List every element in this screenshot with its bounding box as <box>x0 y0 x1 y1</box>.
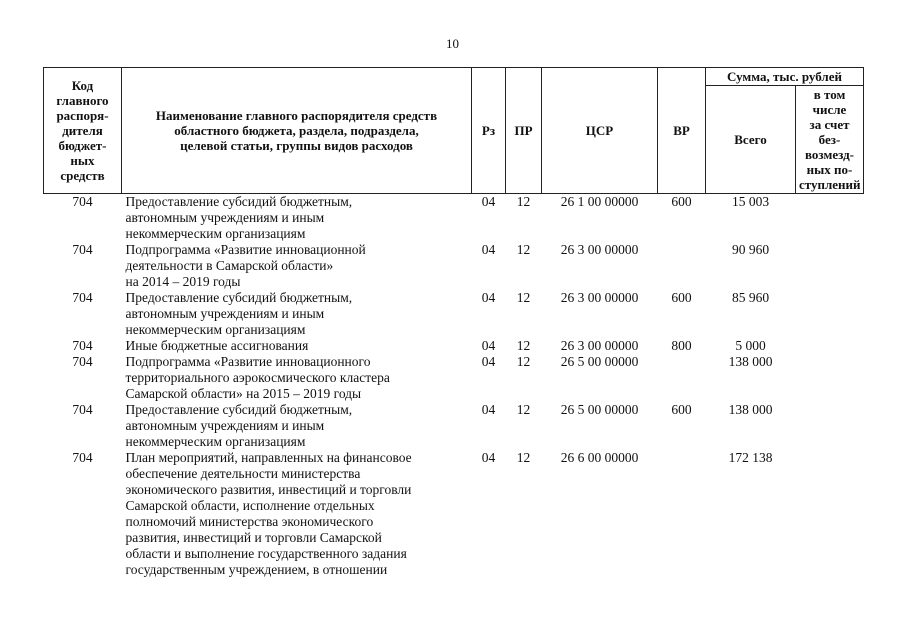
cell-free-receipts <box>796 402 864 450</box>
cell-vr <box>658 354 706 402</box>
name-line: Подпрограмма «Развитие инновационного <box>125 354 371 369</box>
name-line: План мероприятий, направленных на финансовое <box>125 450 412 465</box>
table-body <box>44 194 864 579</box>
cell-pr: 12 <box>516 402 531 417</box>
cell-name <box>122 402 472 450</box>
name-line: Подпрограмма «Развитие инновационной <box>125 242 366 257</box>
name-line: автономным учреждениям и иным <box>125 306 325 321</box>
name-line: на 2014 – 2019 годы <box>125 274 241 289</box>
cell-code: 704 <box>72 354 93 369</box>
cell-name <box>122 194 472 243</box>
cell-rz: 04 <box>481 450 496 465</box>
cell-code: 704 <box>72 338 93 353</box>
table-row <box>44 338 864 354</box>
cell-total: 90 960 <box>731 242 770 257</box>
cell-rz: 04 <box>481 194 496 209</box>
cell-total: 5 000 <box>735 338 766 353</box>
cell-rz: 04 <box>481 354 496 369</box>
cell-csr: 26 5 00 00000 <box>560 402 639 417</box>
header-free-receipts: в том числе за счет без- возмезд- ных по- ступлений <box>796 86 864 194</box>
cell-pr: 12 <box>516 194 531 209</box>
cell-free-receipts <box>796 242 864 290</box>
cell-name <box>122 242 472 290</box>
name-line: обеспечение деятельности министерства <box>125 466 361 481</box>
cell-csr: 26 1 00 00000 <box>560 194 639 209</box>
cell-vr: 800 <box>671 338 692 353</box>
header-total: Всего <box>706 86 796 194</box>
name-line: некоммерческим организациям <box>125 322 306 337</box>
cell-total: 85 960 <box>731 290 770 305</box>
header-vr: ВР <box>658 68 706 194</box>
table-row <box>44 194 864 243</box>
cell-rz: 04 <box>481 290 496 305</box>
cell-vr: 600 <box>671 290 692 305</box>
table-row <box>44 242 864 290</box>
cell-name <box>122 290 472 338</box>
budget-table <box>43 67 864 578</box>
cell-csr: 26 6 00 00000 <box>560 450 639 465</box>
cell-pr: 12 <box>516 290 531 305</box>
cell-code: 704 <box>72 194 93 209</box>
name-line: развития, инвестиций и торговли Самарской <box>125 530 382 545</box>
cell-rz: 04 <box>481 402 496 417</box>
table-row <box>44 402 864 450</box>
page-number: 10 <box>446 36 459 51</box>
name-line: деятельности в Самарской области» <box>125 258 334 273</box>
cell-csr: 26 3 00 00000 <box>560 338 639 353</box>
cell-code: 704 <box>72 450 93 465</box>
cell-name <box>122 354 472 402</box>
name-line: некоммерческим организациям <box>125 226 306 241</box>
name-line: Предоставление субсидий бюджетным, <box>125 290 353 305</box>
name-line: территориального аэрокосмического кластера <box>125 370 390 385</box>
name-line: Предоставление субсидий бюджетным, <box>125 194 353 209</box>
name-line: Самарской области» на 2015 – 2019 годы <box>125 386 362 401</box>
cell-pr: 12 <box>516 338 531 353</box>
cell-total: 138 000 <box>728 402 773 417</box>
name-line: Иные бюджетные ассигнования <box>125 338 309 353</box>
cell-free-receipts <box>796 194 864 243</box>
cell-vr: 600 <box>671 402 692 417</box>
header-csr: ЦСР <box>542 68 658 194</box>
cell-code: 704 <box>72 242 93 257</box>
name-line: экономического развития, инвестиций и торговли <box>125 482 412 497</box>
cell-vr: 600 <box>671 194 692 209</box>
cell-name <box>122 450 472 578</box>
name-line: некоммерческим организациям <box>125 434 306 449</box>
cell-pr: 12 <box>516 242 531 257</box>
header-pr: ПР <box>506 68 542 194</box>
cell-rz: 04 <box>481 242 496 257</box>
cell-free-receipts <box>796 290 864 338</box>
cell-csr: 26 5 00 00000 <box>560 354 639 369</box>
cell-vr <box>658 242 706 290</box>
cell-total: 138 000 <box>728 354 773 369</box>
cell-code: 704 <box>72 402 93 417</box>
cell-free-receipts <box>796 354 864 402</box>
cell-total: 15 003 <box>731 194 770 209</box>
name-line: области и выполнение государственного задания <box>125 546 407 561</box>
header-rz: Рз <box>472 68 506 194</box>
header-name: Наименование главного распорядителя средств областного бюджета, раздела, подраздела, целевой статьи, группы видов расходов <box>122 68 472 194</box>
header-code: Код главного распоря- дителя бюджет- ных средств <box>44 68 122 194</box>
cell-vr <box>658 450 706 578</box>
table-row <box>44 354 864 402</box>
header-sum-group: Сумма, тыс. рублей <box>706 68 864 86</box>
cell-pr: 12 <box>516 354 531 369</box>
cell-csr: 26 3 00 00000 <box>560 290 639 305</box>
cell-free-receipts <box>796 450 864 578</box>
name-line: Предоставление субсидий бюджетным, <box>125 402 353 417</box>
name-line: полномочий министерства экономического <box>125 514 374 529</box>
cell-rz: 04 <box>481 338 496 353</box>
name-line: Самарской области, исполнение отдельных <box>125 498 375 513</box>
cell-pr: 12 <box>516 450 531 465</box>
name-line: государственным учреждением, в отношении <box>125 562 388 577</box>
cell-total: 172 138 <box>728 450 773 465</box>
name-line: автономным учреждениям и иным <box>125 210 325 225</box>
cell-csr: 26 3 00 00000 <box>560 242 639 257</box>
table-header <box>44 68 864 194</box>
table-row <box>44 450 864 578</box>
table-row <box>44 290 864 338</box>
cell-name <box>122 338 472 354</box>
cell-code: 704 <box>72 290 93 305</box>
name-line: автономным учреждениям и иным <box>125 418 325 433</box>
cell-free-receipts <box>796 338 864 354</box>
